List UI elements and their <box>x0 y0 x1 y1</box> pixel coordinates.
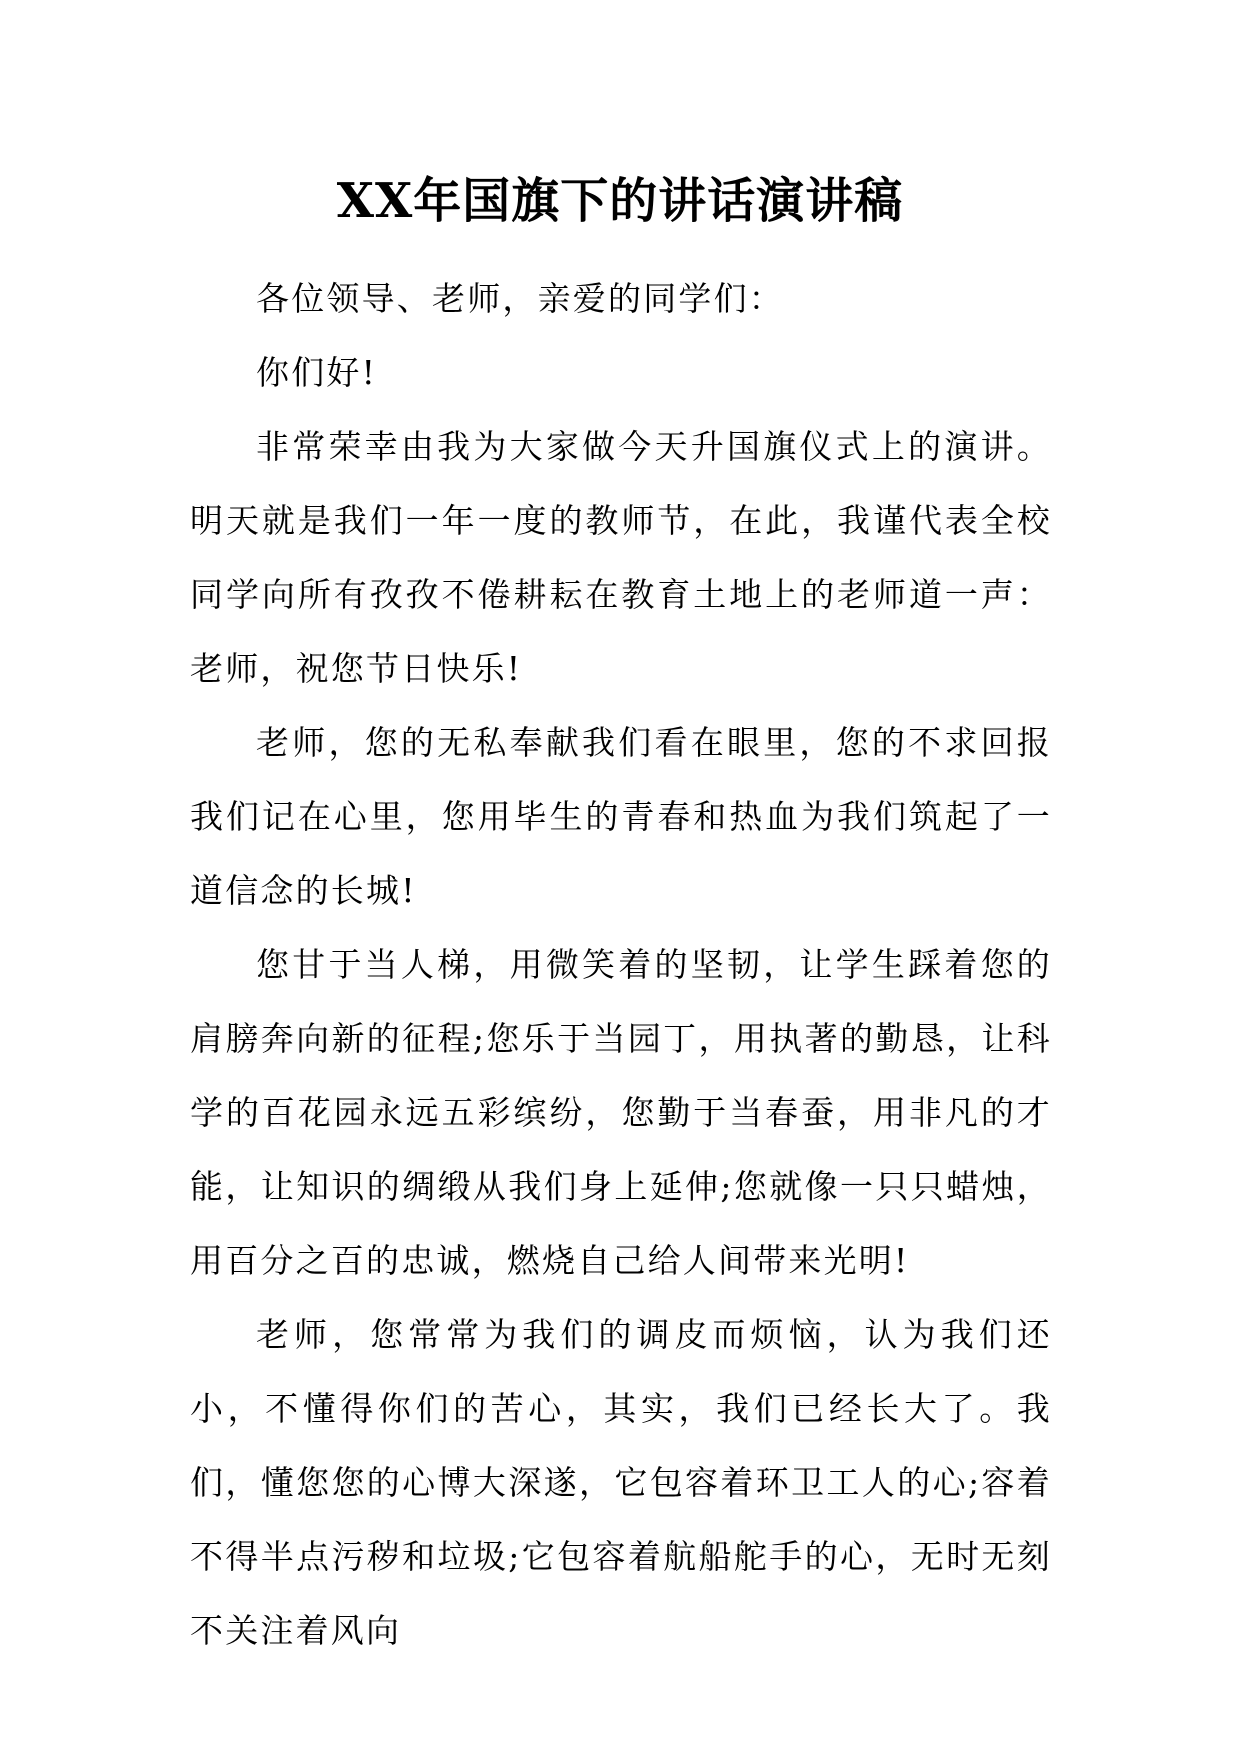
body-paragraph: 老师，您常常为我们的调皮而烦恼，认为我们还小，不懂得你们的苦心，其实，我们已经长大了。我们，懂您您的心博大深遂，它包容着环卫工人的心;容着不得半点污秽和垃圾;它包容着航船舵手的心，无时无刻不关注着风向 <box>190 1315 1052 1650</box>
greeting-paragraph: 你们好! <box>256 353 378 392</box>
salutation-paragraph: 各位领导、老师，亲爱的同学们： <box>256 279 784 318</box>
body-paragraph: 老师，您的无私奉献我们看在眼里，您的不求回报我们记在心里，您用毕生的青春和热血为我们筑起了一道信念的长城! <box>190 723 1052 910</box>
document-body <box>190 262 1052 1668</box>
body-paragraph: 您甘于当人梯，用微笑着的坚韧，让学生踩着您的肩膀奔向新的征程;您乐于当园丁，用执著的勤恳，让科学的百花园永远五彩缤纷，您勤于当春蚕，用非凡的才能，让知识的绸缎从我们身上延伸;您就像一只只蜡烛，用百分之百的忠诚，燃烧自己给人间带来光明! <box>190 945 1052 1280</box>
document-title: XX年国旗下的讲话演讲稿 <box>336 173 904 229</box>
body-paragraph: 非常荣幸由我为大家做今天升国旗仪式上的演讲。明天就是我们一年一度的教师节，在此，我谨代表全校同学向所有孜孜不倦耕耘在教育土地上的老师道一声：老师，祝您节日快乐! <box>190 427 1052 688</box>
